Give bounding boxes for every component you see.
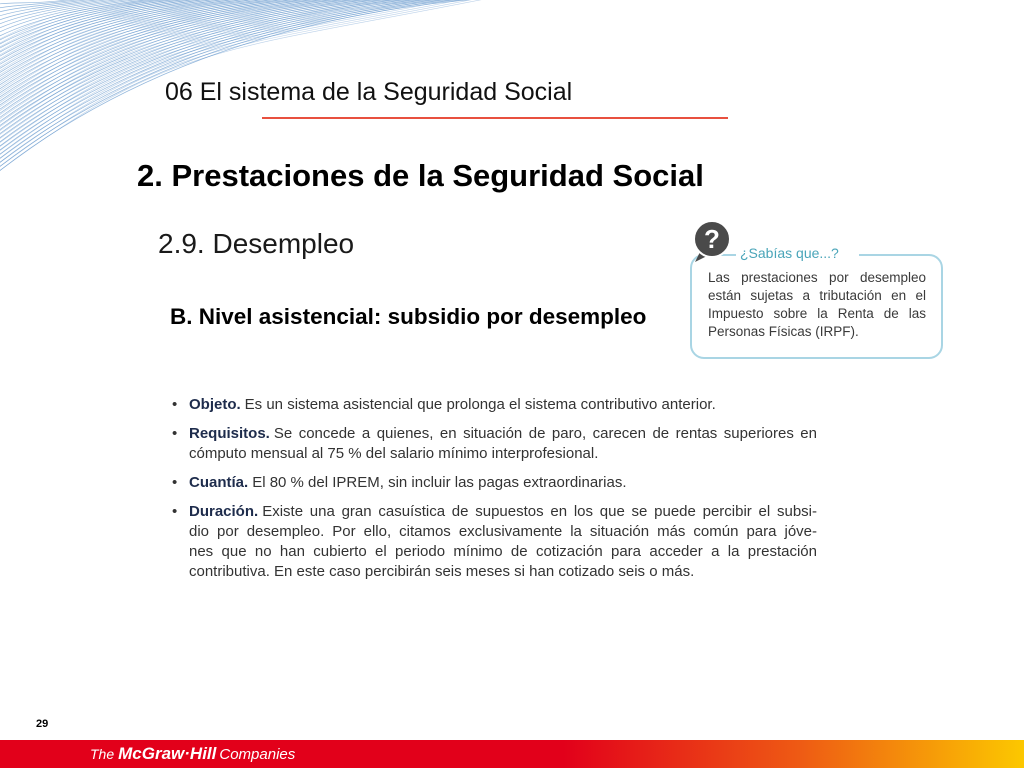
bullet-line bbox=[189, 502, 817, 522]
bullet-term: Duración. bbox=[189, 503, 259, 520]
footer-bar bbox=[0, 740, 1024, 768]
brand-name: McGraw·Hill bbox=[118, 744, 217, 763]
bullet-line bbox=[189, 424, 817, 444]
bullet-term: Objeto. bbox=[189, 396, 241, 413]
slide-title: 2. Prestaciones de la Seguridad Social bbox=[137, 158, 704, 193]
bullet-term: Cuantía. bbox=[189, 474, 249, 491]
bullet-marker: • bbox=[172, 503, 178, 520]
note-line: Impuesto sobre la Renta de las bbox=[708, 306, 926, 321]
bullet-line: cómputo mensual al 75 % del salario mínimo interprofesional. bbox=[189, 445, 599, 462]
bullet-text: Es un sistema asistencial que prolonga el sistema contributivo anterior. bbox=[244, 396, 716, 413]
brand-prefix: The bbox=[90, 746, 115, 762]
subheading: B. Nivel asistencial: subsidio por desempleo bbox=[170, 304, 647, 329]
bullet-marker: • bbox=[172, 474, 178, 491]
bullet-line: nes que no han cubierto el periodo mínimo de cotización para acceder a la prestación bbox=[189, 543, 817, 560]
bullet-line bbox=[189, 395, 817, 415]
wave-line bbox=[0, 0, 440, 152]
note-line: Las prestaciones por desempleo bbox=[708, 270, 926, 285]
bullet-line: dio por desempleo. Por ello, citamos exclusivamente la situación más común para jóve- bbox=[189, 523, 817, 540]
icon-glyph: ? bbox=[704, 224, 720, 254]
list-item bbox=[170, 424, 818, 464]
note-text bbox=[708, 269, 926, 341]
section-header: 06 El sistema de la Seguridad Social bbox=[165, 78, 573, 106]
note-line: están sujetas a tributación en el bbox=[708, 288, 926, 303]
note-line: Personas Físicas (IRPF). bbox=[708, 324, 859, 339]
bullet-marker: • bbox=[172, 396, 178, 413]
bullet-text: Se concede a quienes, en situación de paro, carecen de rentas superiores en bbox=[273, 425, 817, 442]
publisher-logo bbox=[90, 743, 295, 766]
section-header-rule bbox=[262, 117, 728, 119]
bullet-line: contributiva. En este caso percibirán seis meses si han cotizado seis o más. bbox=[189, 563, 695, 580]
bullet-term: Requisitos. bbox=[189, 425, 270, 442]
brand-suffix: Companies bbox=[219, 746, 296, 763]
subsection-title: 2.9. Desempleo bbox=[158, 228, 355, 259]
bullet-list bbox=[170, 395, 818, 591]
bullet-line bbox=[189, 473, 817, 493]
list-item bbox=[170, 473, 818, 493]
list-item bbox=[170, 502, 818, 582]
page-number: 29 bbox=[36, 718, 49, 730]
list-item bbox=[170, 395, 818, 415]
bullet-marker: • bbox=[172, 425, 178, 442]
bullet-text: El 80 % del IPREM, sin incluir las pagas extraordinarias. bbox=[252, 474, 627, 491]
question-mark-icon bbox=[690, 218, 736, 264]
bullet-text: Existe una gran casuística de supuestos en los que se puede percibir el subsi- bbox=[262, 503, 817, 520]
note-label: ¿Sabías que...? bbox=[736, 243, 859, 263]
